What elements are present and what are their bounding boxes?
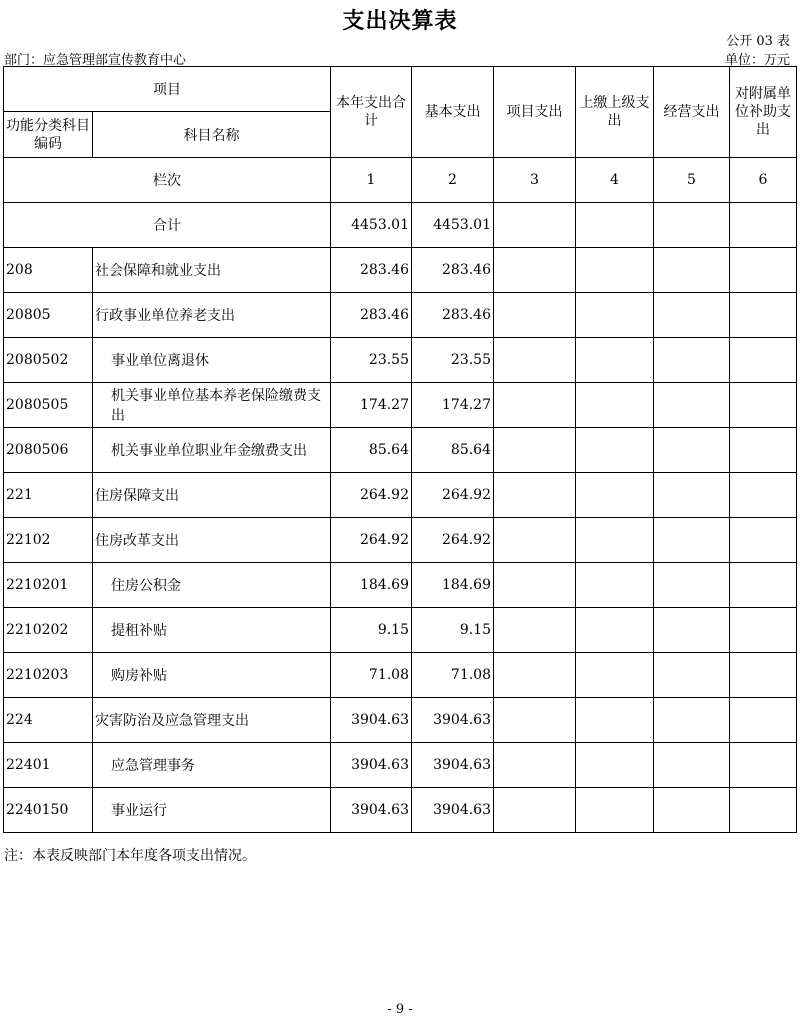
empty-cell bbox=[576, 653, 654, 698]
row-code: 224 bbox=[4, 698, 93, 743]
table-row bbox=[4, 608, 797, 653]
empty-cell bbox=[654, 338, 730, 383]
header-total: 本年支出合计 bbox=[331, 67, 412, 158]
row-total: 3904.63 bbox=[331, 698, 412, 743]
row-name: 事业单位离退休 bbox=[93, 338, 331, 383]
row-name: 提租补贴 bbox=[93, 608, 331, 653]
row-name: 事业运行 bbox=[93, 788, 331, 833]
empty-cell bbox=[576, 293, 654, 338]
row-code: 2210202 bbox=[4, 608, 93, 653]
row-name: 购房补贴 bbox=[93, 653, 331, 698]
row-code: 2210203 bbox=[4, 653, 93, 698]
empty-cell bbox=[654, 788, 730, 833]
header-project: 项目支出 bbox=[494, 67, 576, 158]
row-basic: 3904.63 bbox=[412, 743, 494, 788]
empty-cell bbox=[654, 473, 730, 518]
col-no-6: 6 bbox=[730, 158, 797, 203]
summary-total: 4453.01 bbox=[331, 203, 412, 248]
empty-cell bbox=[494, 473, 576, 518]
col-no-2: 2 bbox=[412, 158, 494, 203]
row-total: 71.08 bbox=[331, 653, 412, 698]
summary-row bbox=[4, 203, 797, 248]
table-row bbox=[4, 293, 797, 338]
table-row bbox=[4, 788, 797, 833]
row-basic: 264.92 bbox=[412, 473, 494, 518]
header-basic: 基本支出 bbox=[412, 67, 494, 158]
empty-cell bbox=[654, 293, 730, 338]
row-code: 2080506 bbox=[4, 428, 93, 473]
unit-label: 单位：万元 bbox=[724, 53, 790, 68]
empty-cell bbox=[494, 698, 576, 743]
empty-cell bbox=[730, 743, 797, 788]
expenditure-table bbox=[3, 66, 797, 833]
empty-cell bbox=[654, 248, 730, 293]
row-total: 9.15 bbox=[331, 608, 412, 653]
row-code: 221 bbox=[4, 473, 93, 518]
empty-cell bbox=[494, 788, 576, 833]
row-code: 2080505 bbox=[4, 383, 93, 428]
row-code: 2080502 bbox=[4, 338, 93, 383]
header-row-no: 栏次 bbox=[4, 158, 331, 203]
row-basic: 283.46 bbox=[412, 293, 494, 338]
empty-cell bbox=[654, 383, 730, 428]
summary-basic: 4453.01 bbox=[412, 203, 494, 248]
row-code: 20805 bbox=[4, 293, 93, 338]
row-basic: 184.69 bbox=[412, 563, 494, 608]
row-total: 3904.63 bbox=[331, 788, 412, 833]
row-name: 住房改革支出 bbox=[93, 518, 331, 563]
table-row bbox=[4, 698, 797, 743]
summary-label: 合计 bbox=[4, 203, 331, 248]
table-row bbox=[4, 473, 797, 518]
row-name: 社会保障和就业支出 bbox=[93, 248, 331, 293]
page-number: - 9 - bbox=[387, 1002, 413, 1017]
row-name: 行政事业单位养老支出 bbox=[93, 293, 331, 338]
empty-cell bbox=[576, 563, 654, 608]
empty-cell bbox=[730, 653, 797, 698]
empty-cell bbox=[576, 248, 654, 293]
row-basic: 9.15 bbox=[412, 608, 494, 653]
row-name: 住房保障支出 bbox=[93, 473, 331, 518]
row-name: 应急管理事务 bbox=[93, 743, 331, 788]
empty-cell bbox=[654, 653, 730, 698]
empty-cell bbox=[654, 743, 730, 788]
row-name: 住房公积金 bbox=[93, 563, 331, 608]
empty-cell bbox=[730, 608, 797, 653]
col-no-4: 4 bbox=[576, 158, 654, 203]
table-row bbox=[4, 248, 797, 293]
empty-cell bbox=[576, 383, 654, 428]
header-item: 项目 bbox=[4, 67, 331, 112]
empty-cell bbox=[576, 428, 654, 473]
row-total: 85.64 bbox=[331, 428, 412, 473]
row-total: 283.46 bbox=[331, 248, 412, 293]
row-basic: 85.64 bbox=[412, 428, 494, 473]
empty-cell bbox=[576, 608, 654, 653]
empty-cell bbox=[576, 698, 654, 743]
page-title: 支出决算表 bbox=[342, 9, 458, 34]
row-total: 264.92 bbox=[331, 518, 412, 563]
empty-cell bbox=[576, 338, 654, 383]
empty-cell bbox=[576, 518, 654, 563]
header-business: 经营支出 bbox=[654, 67, 730, 158]
table-row bbox=[4, 338, 797, 383]
empty-cell bbox=[494, 743, 576, 788]
form-code: 公开 03 表 bbox=[726, 34, 790, 49]
table-row bbox=[4, 743, 797, 788]
empty-cell bbox=[730, 428, 797, 473]
empty-cell bbox=[654, 428, 730, 473]
footnote: 注：本表反映部门本年度各项支出情况。 bbox=[4, 848, 256, 864]
row-basic: 3904.63 bbox=[412, 698, 494, 743]
table-row bbox=[4, 383, 797, 428]
row-code: 22102 bbox=[4, 518, 93, 563]
row-basic: 264.92 bbox=[412, 518, 494, 563]
empty-cell bbox=[576, 788, 654, 833]
empty-cell bbox=[494, 248, 576, 293]
empty-cell bbox=[654, 608, 730, 653]
row-name: 灾害防治及应急管理支出 bbox=[93, 698, 331, 743]
row-total: 174.27 bbox=[331, 383, 412, 428]
empty-cell bbox=[730, 563, 797, 608]
empty-cell bbox=[494, 518, 576, 563]
row-name: 机关事业单位基本养老保险缴费支出 bbox=[93, 383, 331, 428]
row-total: 264.92 bbox=[331, 473, 412, 518]
row-name: 机关事业单位职业年金缴费支出 bbox=[93, 428, 331, 473]
col-no-3: 3 bbox=[494, 158, 576, 203]
header-subsidy: 对附属单位补助支出 bbox=[730, 67, 797, 158]
empty-cell bbox=[730, 698, 797, 743]
row-code: 2210201 bbox=[4, 563, 93, 608]
department-label: 部门：应急管理部宣传教育中心 bbox=[4, 53, 187, 68]
empty-cell bbox=[730, 788, 797, 833]
row-total: 283.46 bbox=[331, 293, 412, 338]
row-code: 208 bbox=[4, 248, 93, 293]
empty-cell bbox=[494, 293, 576, 338]
empty-cell bbox=[654, 518, 730, 563]
empty-cell bbox=[494, 383, 576, 428]
row-code: 2240150 bbox=[4, 788, 93, 833]
row-total: 3904.63 bbox=[331, 743, 412, 788]
header-upper: 上缴上级支出 bbox=[576, 67, 654, 158]
empty-cell bbox=[730, 383, 797, 428]
table-row bbox=[4, 653, 797, 698]
table-row bbox=[4, 428, 797, 473]
header-name: 科目名称 bbox=[93, 112, 331, 158]
empty-cell bbox=[576, 473, 654, 518]
empty-cell bbox=[494, 428, 576, 473]
row-basic: 71.08 bbox=[412, 653, 494, 698]
row-total: 184.69 bbox=[331, 563, 412, 608]
row-total: 23.55 bbox=[331, 338, 412, 383]
empty-cell bbox=[494, 563, 576, 608]
empty-cell bbox=[730, 338, 797, 383]
row-basic: 283.46 bbox=[412, 248, 494, 293]
table-row bbox=[4, 518, 797, 563]
col-no-5: 5 bbox=[654, 158, 730, 203]
empty-cell bbox=[494, 338, 576, 383]
col-no-1: 1 bbox=[331, 158, 412, 203]
table-row bbox=[4, 563, 797, 608]
empty-cell bbox=[730, 248, 797, 293]
empty-cell bbox=[576, 743, 654, 788]
empty-cell bbox=[494, 653, 576, 698]
empty-cell bbox=[494, 608, 576, 653]
header-code: 功能分类科目编码 bbox=[4, 112, 93, 158]
empty-cell bbox=[654, 698, 730, 743]
row-basic: 23.55 bbox=[412, 338, 494, 383]
row-basic: 174.27 bbox=[412, 383, 494, 428]
row-code: 22401 bbox=[4, 743, 93, 788]
empty-cell bbox=[730, 293, 797, 338]
empty-cell bbox=[730, 473, 797, 518]
empty-cell bbox=[654, 563, 730, 608]
row-basic: 3904.63 bbox=[412, 788, 494, 833]
empty-cell bbox=[730, 518, 797, 563]
